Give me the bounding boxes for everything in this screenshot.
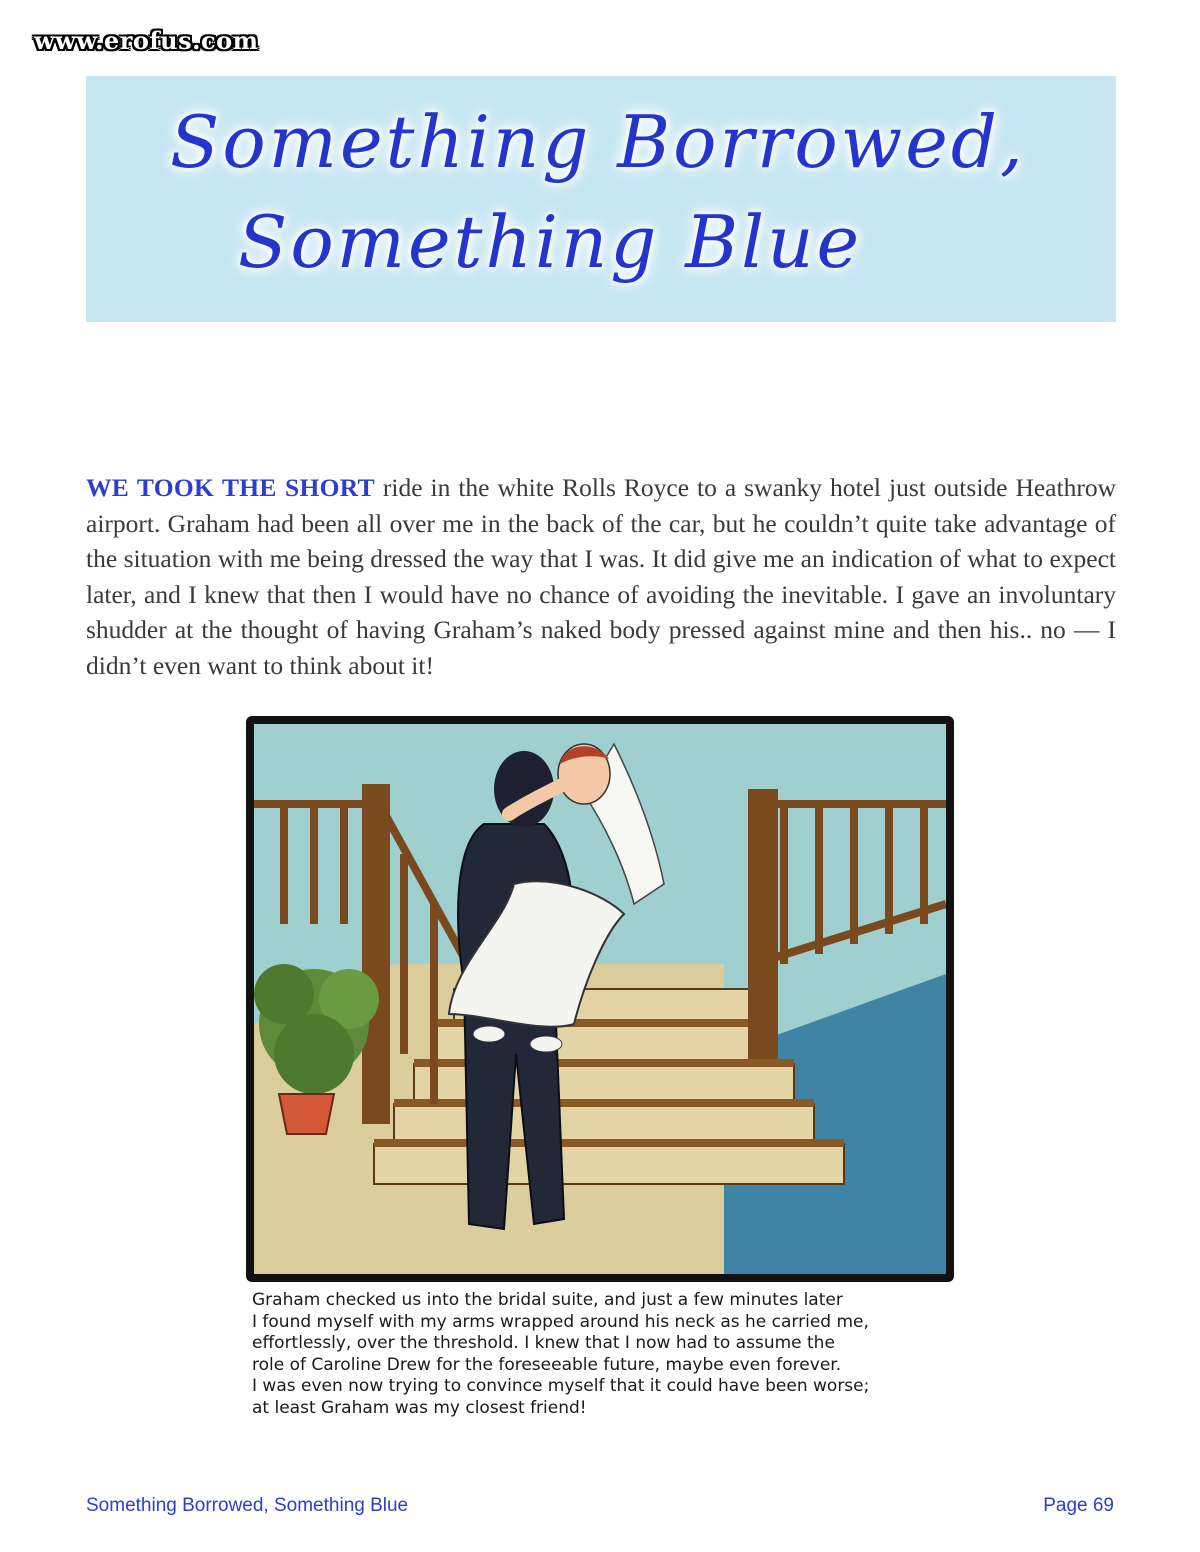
caption-line: at least Graham was my closest friend! xyxy=(252,1397,587,1418)
footer-book-title: Something Borrowed, Something Blue xyxy=(86,1495,409,1516)
comic-panel xyxy=(246,716,954,1282)
watermark: www.erofus.com xyxy=(34,26,259,55)
panel-caption xyxy=(252,1290,952,1419)
title-line-1: Something Borrowed, xyxy=(170,100,1026,184)
story-lead: WE TOOK THE SHORT xyxy=(86,473,375,502)
footer-page-number: Page 69 xyxy=(1043,1495,1114,1516)
story-text: ride in the white Rolls Royce to a swanky hotel just outside Heathrow airport. Graham had been all over me in the back of the car, but he couldn’t quite take advantage of the situation with me being dressed the way that I was. It did give me an indication of what to expect later, and I knew that then I would have no chance of avoiding the inevitable. I gave an involuntary shudder at the thought of having Graham’s naked body pressed against mine and then his.. no — I didn’t even want to think about it! xyxy=(86,473,1116,680)
story-paragraph xyxy=(86,470,1116,683)
caption-line: effortlessly, over the threshold. I knew that I now had to assume the xyxy=(252,1333,835,1353)
caption-line: I found myself with my arms wrapped around his neck as he carried me, xyxy=(252,1311,869,1332)
title-line-2: Something Blue xyxy=(238,200,863,284)
caption-line: Graham checked us into the bridal suite, and just a few minutes later xyxy=(252,1290,843,1310)
caption-line: I was even now trying to convince myself that it could have been worse; xyxy=(252,1376,870,1396)
illustration-bride-carried-over-threshold xyxy=(254,724,946,1274)
caption-line: role of Caroline Drew for the foreseeable future, maybe even forever. xyxy=(252,1354,842,1375)
